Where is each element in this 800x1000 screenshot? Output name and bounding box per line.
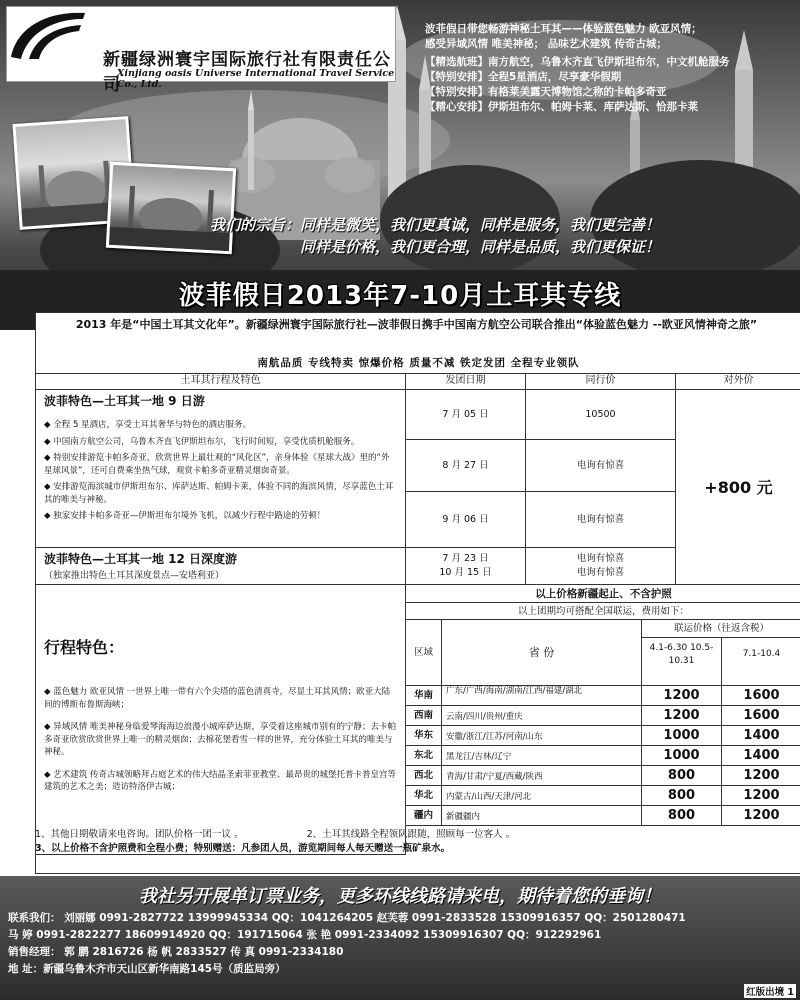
province-cell: 广东/广西/海南/湖南/江西/福建/湖北: [442, 686, 642, 706]
price-cell: 1400: [722, 746, 800, 766]
list-item: ◆ 全程 5 星酒店，享受土耳其奢华与特色的酒店服务。: [44, 420, 252, 430]
list-item: ◆ 特别安排游览卡帕多奇亚，欣赏世界上最壮观的“风化区”，亲身体验《星球大战》里的“外星球风景”，还可自费乘坐热气球，观赏卡帕多奇亚精灵烟囱奇景。: [44, 453, 390, 476]
note-item: 2、土耳其线路全程领队跟随，照顾每一位客人 。: [306, 829, 516, 840]
intro-line: 感受异域风情 唯美神秘； 品味艺术建筑 传奇古城；: [425, 38, 667, 50]
package-2-date: 7 月 23 日: [442, 553, 489, 564]
package-1-date: 9 月 06 日: [406, 492, 526, 548]
price-cell: 1200: [722, 786, 800, 806]
main-title: 波菲假日2013年7-10月土耳其专线: [178, 281, 622, 311]
price-cell: 800: [642, 786, 722, 806]
trip-features-list: [44, 686, 397, 794]
package-1-cell: [36, 390, 406, 548]
package-2-price: 电询有惊喜: [576, 553, 625, 564]
feature-item: 【特别安排】全程5星酒店，尽享豪华假期: [425, 71, 622, 83]
price-cell: 1200: [642, 686, 722, 706]
intro-text: [425, 22, 795, 52]
package-1-price: 电询有惊喜: [526, 492, 676, 548]
company-logo-icon: [7, 7, 87, 63]
list-item: ◆ 独家安排卡帕多奇亚—伊斯坦布尔境外飞机，以减少行程中路途的劳顿！: [44, 511, 326, 521]
connect-price-header: 联运价格（往返含税）: [642, 620, 800, 638]
list-item: ◆ 安排游览海滨城市伊斯坦布尔、库萨达斯、帕姆卡莱，体验不同的海滨风情，尽享蓝色土耳其的唯美与神秘。: [44, 482, 394, 505]
note-item: 3、以上价格不含护照费和全程小费；特别赠送：凡参团人员，游览期间每人每天赠送一瓶矿泉水。: [35, 843, 451, 854]
notes: [35, 828, 800, 856]
feature-list: [425, 55, 795, 115]
price-cell: 1400: [722, 726, 800, 746]
package-2-date: 10 月 15 日: [439, 567, 492, 578]
contact-line: 地 址：新疆乌鲁木齐市天山区新华南路145号（质监局旁）: [8, 963, 286, 975]
itinerary-table: [35, 312, 800, 874]
package-2-subtitle: （独家推出特色土耳其深度景点—安塔利亚）: [44, 571, 225, 581]
header-date: 发团日期: [406, 373, 526, 390]
price-cell: 1000: [642, 726, 722, 746]
province-cell: 安徽/浙江/江苏/河南/山东: [442, 726, 642, 746]
price-cell: 1200: [722, 806, 800, 826]
mosque-photo-inset-right: [106, 162, 236, 254]
feature-item: 【精选航班】南方航空，乌鲁木齐直飞伊斯坦布尔，中文机舱服务: [425, 56, 730, 68]
price-cell: 1600: [722, 706, 800, 726]
province-cell: 内蒙古/山西/天津/河北: [442, 786, 642, 806]
region-cell: 西南: [406, 706, 442, 726]
contact-info: [8, 910, 798, 978]
retail-price: +800 元: [676, 390, 800, 585]
package-1-bullets: [44, 419, 397, 523]
company-name-cn: 新疆绿洲寰宇国际旅行社有限责任公司: [103, 50, 391, 95]
region-cell: 疆内: [406, 806, 442, 826]
province-cell: 云南/四川/贵州/重庆: [442, 706, 642, 726]
list-item: ◆ 蓝色魅力 欧亚风情 一世界上唯一带有六个尖塔的蓝色清真寺，尽显土耳其风情；欧亚大陆间的博斯布鲁斯海峡；: [44, 687, 391, 710]
motto-line-2: 同样是价格，我们更合理，同样是品质，我们更保证！: [300, 238, 661, 256]
note-item: 1、其他日期敬请来电咨询。团队价格一团一议 。: [35, 829, 244, 840]
region-cell: 华北: [406, 786, 442, 806]
header-price: 同行价: [526, 373, 676, 390]
announcement: [36, 313, 800, 374]
header-itinerary: 土耳其行程及特色: [36, 373, 406, 390]
trip-features-title: 行程特色：: [44, 638, 125, 657]
price-cell: 800: [642, 766, 722, 786]
price-cell: 1600: [722, 686, 800, 706]
price-cell: 800: [642, 806, 722, 826]
province-header: 省 份: [442, 620, 642, 686]
region-cell: 东北: [406, 746, 442, 766]
header-retail: 对外价: [676, 373, 800, 390]
package-1-date: 7 月 05 日: [406, 390, 526, 440]
province-cell: 新疆疆内: [442, 806, 642, 826]
announcement-slogan: 南航品质 专线特卖 惊爆价格 质量不减 铁定发团 全程专业领队: [257, 357, 580, 369]
package-2-prices: [526, 548, 676, 585]
price-cell: 1000: [642, 746, 722, 766]
package-1-price: 10500: [526, 390, 676, 440]
package-1-title: 波菲特色—土耳其一地 9 日游: [44, 394, 205, 408]
region-header: 区域: [406, 620, 442, 686]
feature-item: 【精心安排】伊斯坦布尔、帕姆卡莱、库萨达斯、恰那卡莱: [425, 101, 698, 113]
list-item: ◆ 艺术建筑 传奇古城领略拜占庭艺术的伟大结晶圣索菲亚教堂、最昂贵的城堡托普卡普皇宫等建筑的艺术之美；造访特洛伊古城；: [44, 769, 396, 792]
company-logo-box: [6, 6, 396, 95]
package-2-price: 电询有惊喜: [576, 567, 625, 578]
connect-note: 以上团期均可搭配全国联运，费用如下：: [406, 603, 800, 620]
list-item: ◆ 异域风情 唯美神秘身临爱琴海海边浪漫小城库萨达斯，享受着这座城市别有的宁静；去卡帕多奇亚欣赏欣赏世界上唯一的精灵烟囱；去棉花堡看雪一样的世界，充分体验土耳其的唯美与神秘。: [44, 722, 396, 757]
notes-line-1: [35, 828, 800, 842]
list-item: ◆ 中国南方航空公司，乌鲁木齐直飞伊斯坦布尔，飞行时间短，享受优质机舱服务。: [44, 436, 360, 447]
package-1-date: 8 月 27 日: [406, 440, 526, 492]
trip-features-cell: [36, 585, 406, 855]
region-cell: 华南: [406, 686, 442, 706]
province-cell: 青海/甘肃/宁夏/西藏/陕西: [442, 766, 642, 786]
company-name-en: Xinjiang oasis Universe International Travel Service Co., Ltd.: [117, 68, 395, 90]
contact-line: 销售经理： 郭 鹏 2816726 杨 帆 2833527 传 真 0991-2334180: [8, 946, 344, 958]
package-2-dates: [406, 548, 526, 585]
price-note: 以上价格新疆起止、不含护照: [406, 585, 800, 603]
intro-line: 波菲假日带您畅游神秘土耳其——体验蓝色魅力 欧亚风情；: [425, 23, 702, 35]
period-1-header: 4.1-6.30 10.5-10.31: [642, 638, 722, 686]
motto-line-1: 我们的宗旨：同样是微笑，我们更真诚，同样是服务，我们更完善！: [210, 216, 661, 234]
slogan: 我社另开展单订票业务，更多环线线路请来电，期待着您的垂询！: [139, 886, 661, 907]
price-cell: 1200: [642, 706, 722, 726]
package-2-cell: [36, 548, 406, 585]
price-cell: 1200: [722, 766, 800, 786]
region-cell: 西北: [406, 766, 442, 786]
region-cell: 华东: [406, 726, 442, 746]
contact-line: 马 婷 0991-2822277 18609914920 QQ：191715064 张 艳 0991-2334092 15309916307 QQ：912292961: [8, 929, 602, 941]
announcement-text: 2013 年是“中国土耳其文化年”。新疆绿洲寰宇国际旅行社—波菲假日携手中国南方航空公司联合推出“体验蓝色魅力 --欧亚风情神奇之旅”: [75, 318, 758, 331]
feature-item: 【特别安排】有格莱美露天博物馆之称的卡帕多奇亚: [425, 86, 667, 98]
page-footer: 红版出境 1: [744, 984, 796, 998]
package-2-title: 波菲特色—土耳其一地 12 日深度游: [44, 552, 238, 566]
package-1-price: 电询有惊喜: [526, 440, 676, 492]
province-cell: 黑龙江/吉林/辽宁: [442, 746, 642, 766]
period-2-header: 7.1-10.4: [722, 638, 800, 686]
contact-line: 联系我们： 刘丽娜 0991-2827722 13999945334 QQ：1041264205 赵芙蓉 0991-2833528 15309916357 QQ：2501280471: [8, 912, 686, 924]
